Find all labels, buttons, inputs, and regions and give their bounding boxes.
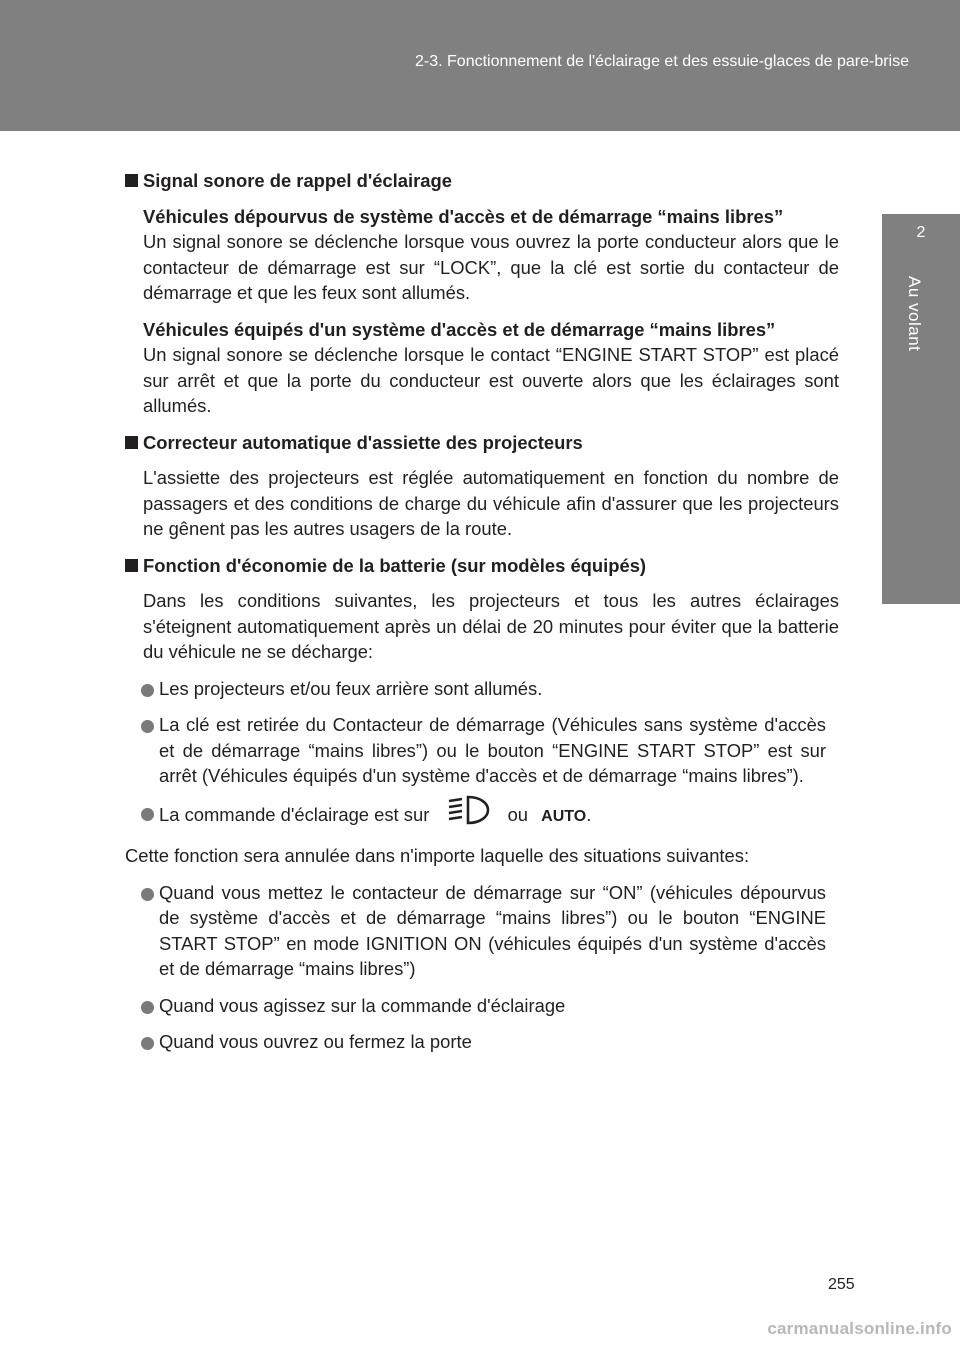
watermark: carmanualsonline.info: [767, 1319, 952, 1338]
paragraph: L'assiette des projecteurs est réglée automatiquement en fonction du nombre de passagers et des conditions de charge du véhicule afin d'assurer que les projecteurs ne gênent pas les autres usagers de la route.: [143, 467, 839, 539]
round-bullet-icon: [141, 888, 154, 901]
page-number: 255: [828, 1276, 855, 1293]
paragraph: Cette fonction sera annulée dans n'importe laquelle des situations suivantes:: [125, 845, 750, 866]
section-body: [125, 317, 839, 419]
section-title: Signal sonore de rappel d'éclairage: [143, 170, 452, 191]
section-body: [125, 588, 839, 665]
list-item: Les projecteurs et/ou feux arrière sont allumés.: [125, 676, 826, 702]
section-body: [125, 465, 839, 542]
headlight-icon: [446, 794, 492, 833]
round-bullet-icon: [141, 1037, 154, 1050]
section-heading: [125, 553, 839, 579]
page-header: [0, 0, 960, 131]
page-content: [125, 168, 839, 1066]
list-item: La clé est retirée du Contacteur de démarrage (Véhicules sans système d'accès et de démarrage “mains libres”) ou le bouton “ENGINE START STOP” est sur arrêt (Véhicules équipés d'un système d'accès et de démarrage “mains libres”).: [125, 712, 826, 789]
paragraph: Dans les conditions suivantes, les projecteurs et tous les autres éclairages s'éteignent automatiquement après un délai de 20 minutes pour éviter que la batterie du véhicule ne se décharge:: [143, 590, 839, 662]
square-bullet-icon: [125, 559, 138, 572]
section-body: [125, 204, 839, 306]
paragraph: Un signal sonore se déclenche lorsque le contact “ENGINE START STOP” est placé sur arrêt et que la porte du conducteur est ouverte alors que les éclairages sont allumés.: [143, 344, 839, 416]
round-bullet-icon: [141, 684, 154, 697]
round-bullet-icon: [141, 720, 154, 733]
section-heading: [125, 430, 839, 456]
list-item: Quand vous agissez sur la commande d'éclairage: [125, 993, 826, 1019]
paragraph: Un signal sonore se déclenche lorsque vous ouvrez la porte conducteur alors que le contacteur de démarrage est sur “LOCK”, que la clé est sortie du contacteur de démarrage et que les feux sont allumés.: [143, 231, 839, 303]
square-bullet-icon: [125, 436, 138, 449]
list-item: Quand vous mettez le contacteur de démarrage sur “ON” (véhicules dépourvus de système d'accès et de démarrage “mains libres”) ou le bouton “ENGINE START STOP” en mode IGNITION ON (véhicules équipés d'un système d'accès et de démarrage “mains libres”): [125, 880, 826, 982]
chapter-name: Au volant: [905, 276, 924, 352]
round-bullet-icon: [141, 808, 154, 821]
square-bullet-icon: [125, 174, 138, 187]
round-bullet-icon: [141, 1001, 154, 1014]
chapter-number: 2: [916, 224, 926, 241]
auto-label: AUTO: [541, 807, 587, 825]
chapter-side-tab: [882, 214, 960, 604]
list-item: La commande d'éclairage est sur ou AUTO.: [125, 800, 826, 833]
header-title: 2-3. Fonctionnement de l'éclairage et des essuie-glaces de pare-brise: [415, 53, 909, 70]
section-title: Fonction d'économie de la batterie (sur modèles équipés): [143, 554, 647, 576]
list-item: Quand vous ouvrez ou fermez la porte: [125, 1029, 826, 1055]
subheading: Véhicules dépourvus de système d'accès et de démarrage “mains libres”: [143, 205, 784, 227]
section-heading: [125, 168, 839, 194]
section-body: [125, 843, 839, 869]
section-title: Correcteur automatique d'assiette des projecteurs: [143, 431, 583, 453]
subheading: Véhicules équipés d'un système d'accès et de démarrage “mains libres”: [143, 318, 776, 340]
